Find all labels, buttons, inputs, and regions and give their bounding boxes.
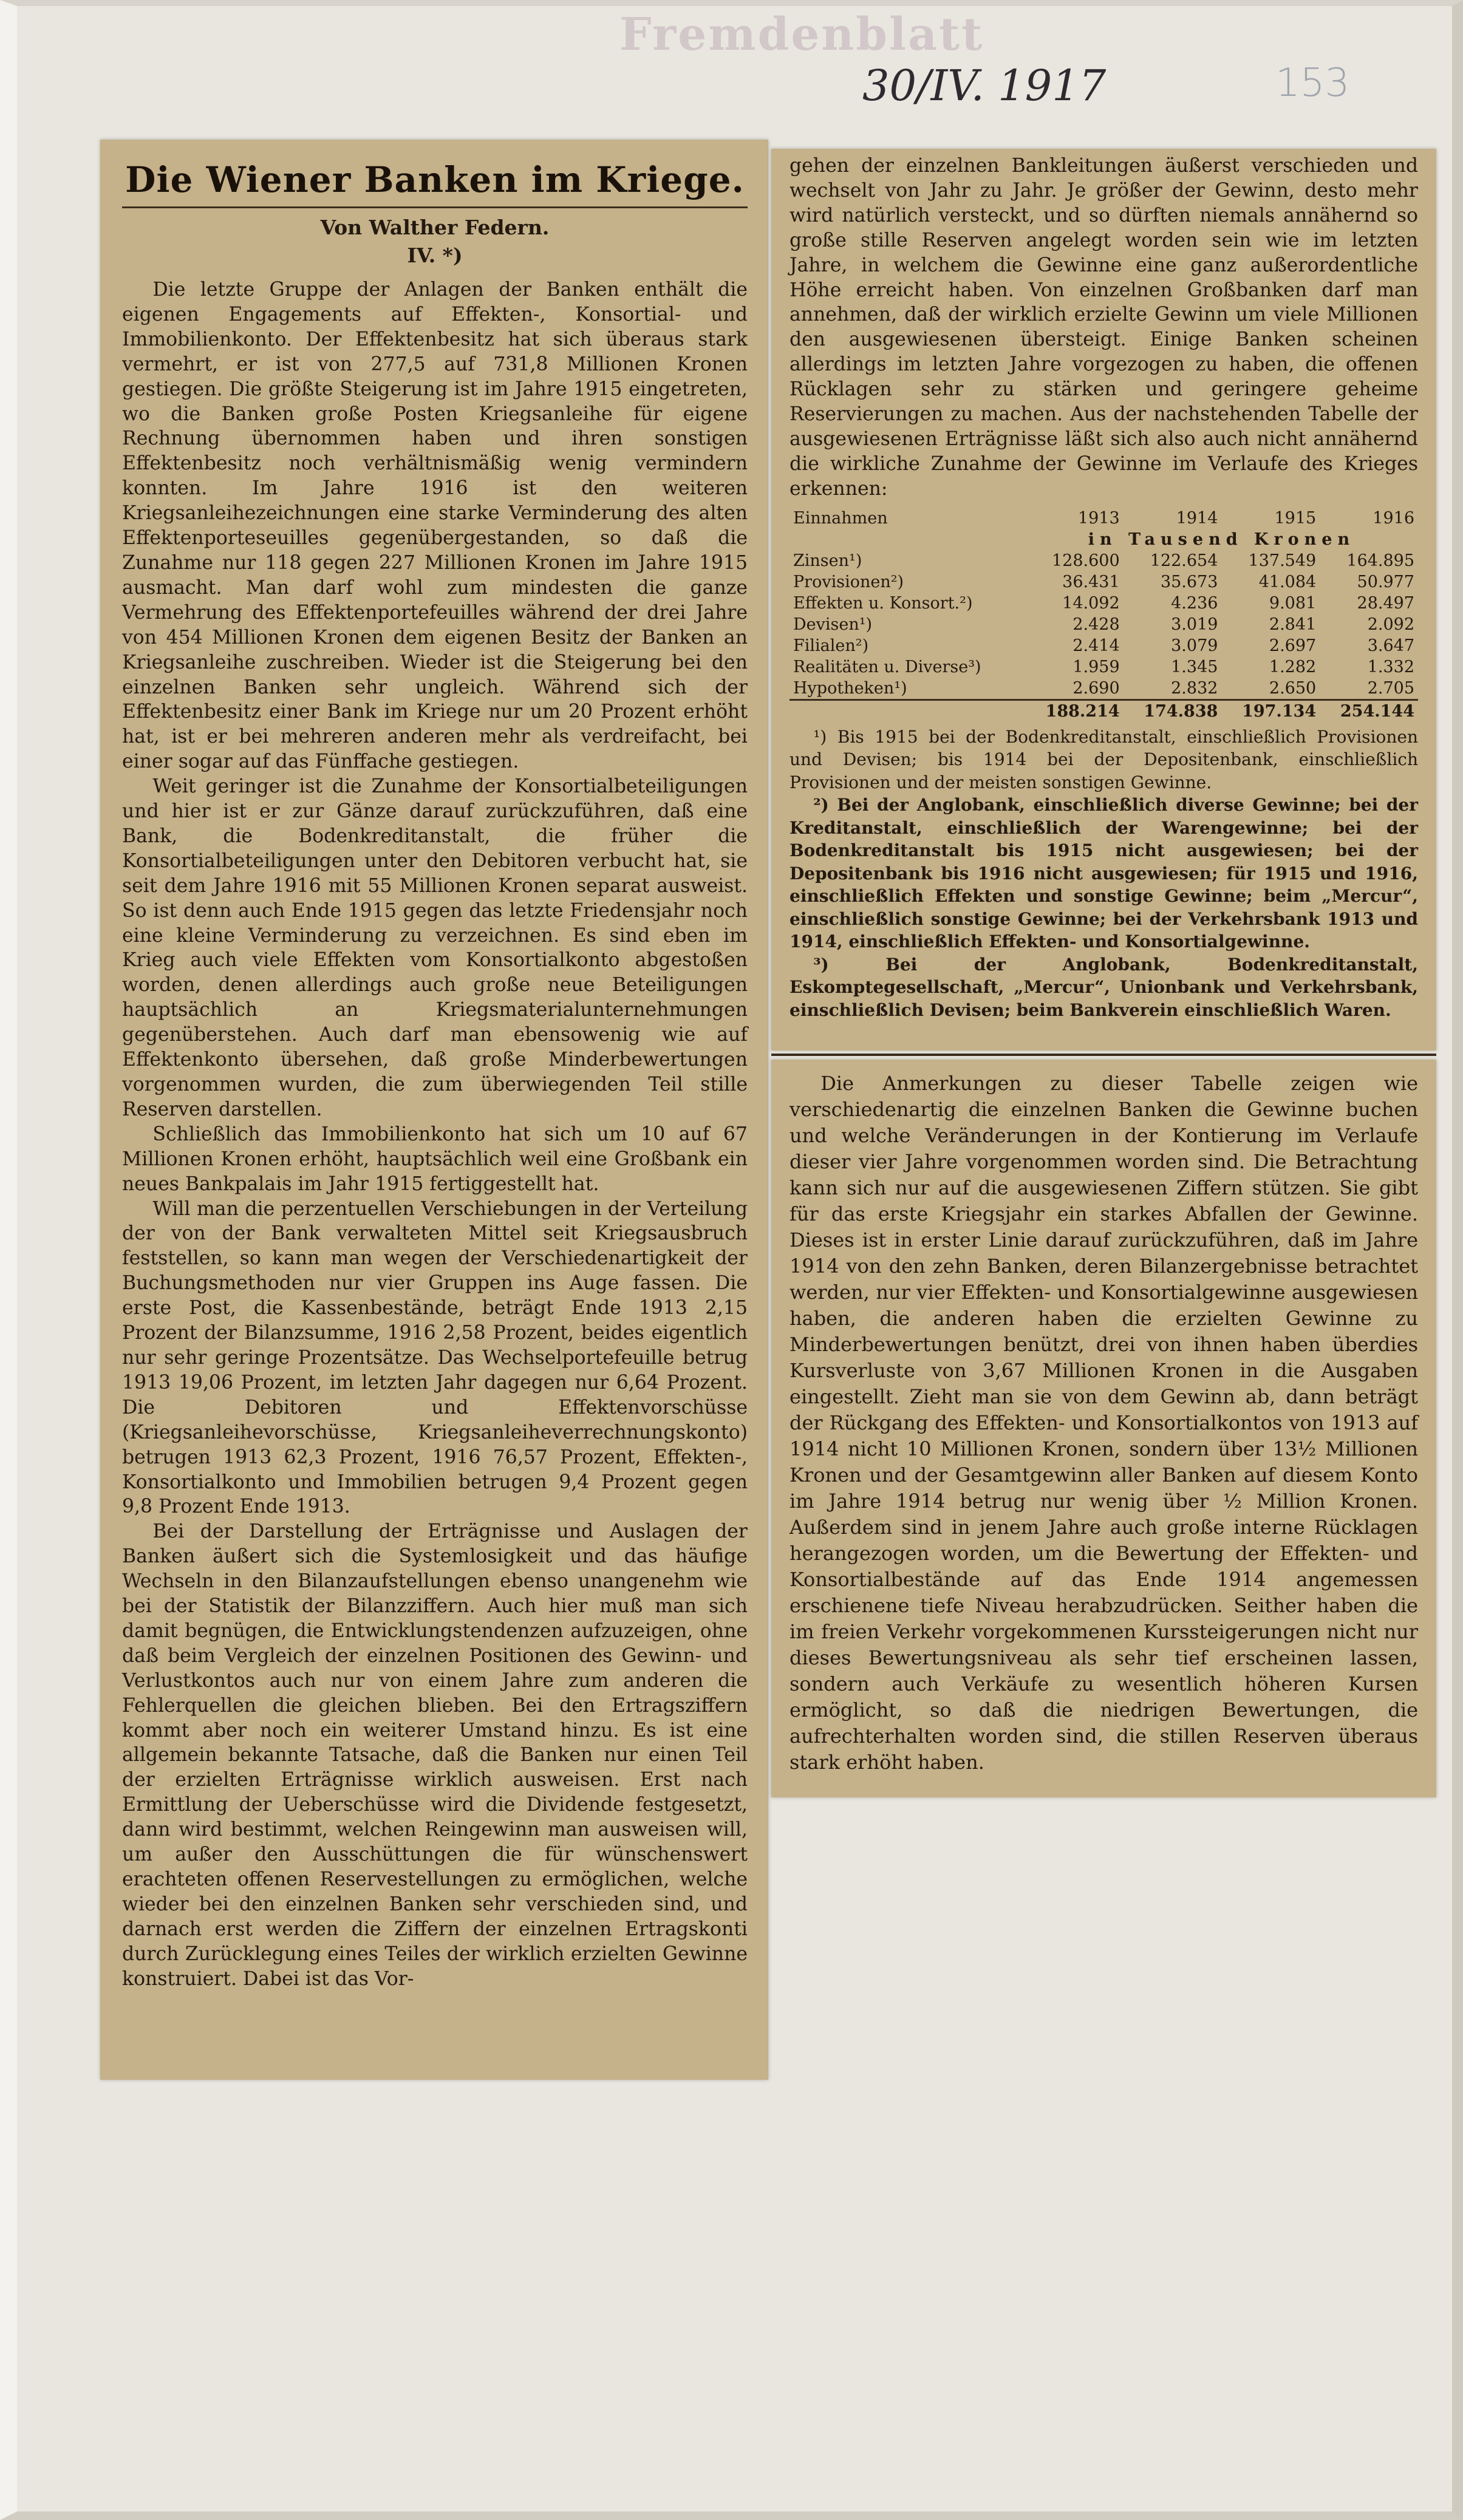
table-row-label: Effekten u. Konsort.²) (793, 593, 973, 613)
table-cell: 4.236 (1171, 593, 1218, 613)
table-header-cell: 1914 (1176, 508, 1218, 528)
table-row-label: Provisionen²) (793, 572, 904, 591)
table-cell: 28.497 (1357, 593, 1414, 613)
table-row-label: Devisen¹) (793, 615, 873, 634)
table-cell: 50.977 (1357, 572, 1414, 591)
table-total-row (789, 700, 1418, 722)
paragraph: Will man die perzentuellen Verschiebungen in der Verteilung der von der Bank verwalteten Mittel seit Kriegsausbruch feststellen, so kann man wegen der Verschiedenartigkeit der Buchungsmethoden nur vier Gruppen ins Auge fassen. Die erste Post, die Kassenbestände, beträgt Ende 1913 2,15 Prozent der Bilanzsumme, 1916 2,58 Prozent, beides eigentlich nur sehr geringe Prozentsätze. Das Wechselportefeuille betrug 1913 19,06 Prozent, im letzten Jahr dagegen nur 6,64 Prozent. Die Debitoren und Effektenvorschüsse (Kriegsanleihevorschüsse, Kriegsanleiheverrechnungskonto) betrugen 1913 62,3 Prozent, 1916 76,57 Prozent, Effekten-, Konsortialkonto und Immobilien betrugen 9,4 Prozent gegen 9,8 Prozent Ende 1913. (122, 1197, 748, 1518)
table-cell: 128.600 (1052, 551, 1120, 570)
paragraph: Bei der Darstellung der Erträgnisse und Auslagen der Banken äußert sich die Systemlosigkeit und das häufige Wechseln in den Bilanzaufstellungen ebenso unangenehm wie bei der Statistik der Bilanzziffern. Auch hier muß man sich damit begnügen, die Entwicklungstendenzen aufzuzeigen, ohne daß beim Vergleich der einzelnen Positionen des Gewinn- und Verlustkontos auch nur von einem Jahre zum anderen die Fehlerquellen die gleichen blieben. Bei den Ertragsziffern kommt aber noch ein weiterer Umstand hinzu. Es ist eine allgemein bekannte Tatsache, daß die Banken nur einen Teil der erzielten Erträgnisse wirklich ausweisen. Erst nach Ermittlung der Ueberschüsse wird die Dividende festgesetzt, dann wird bestimmt, welchen Reingewinn man ausweisen will, um außer den Ausschüttungen die für wünschenswert erachteten offenen Reservestellungen zu ermöglichen, welche wieder bei den einzelnen Banken sehr verschieden sind, und darnach erst werden die Ziffern der einzelnen Ertragskonti durch Zurücklegung eines Teiles der wirklich erzielten Gewinne konstruiert. Dabei ist das Vor- (122, 1521, 748, 1990)
table-unit-row (789, 529, 1418, 550)
paragraph: Weit geringer ist die Zunahme der Konsortialbeteiligungen und hier ist er zur Gänze darauf zurückzuführen, daß eine Bank, die Bodenkreditanstalt, die früher die Konsortialbeteiligungen unter den Debitoren verbucht hat, sie seit dem Jahre 1916 mit 55 Millionen Kronen separat ausweist. So ist denn auch Ende 1915 gegen das letzte Friedensjahr noch eine kleine Verminderung zu verzeichnen. Es sind eben im Krieg auch viele Effekten vom Konsortialkonto abgestoßen worden, denen allerdings auch große neue Beteiligungen hauptsächlich an Kriegsmaterialunternehmungen gegenüberstehen. Auch darf man ebensowenig wie auf Effektenkonto übersehen, daß große Minderbewertungen vorgenommen wurden, die zum überwiegenden Teil stille Reserven darstellen. (122, 775, 748, 1120)
table-cell: 2.690 (1073, 678, 1120, 698)
table-body (789, 550, 1418, 722)
table-cell: 1.959 (1073, 657, 1120, 676)
table-cell: 3.079 (1171, 636, 1218, 655)
table-cell: 137.549 (1248, 551, 1317, 570)
table-cell: 2.650 (1269, 678, 1317, 698)
earnings-table (789, 508, 1418, 722)
table-cell: 1.345 (1171, 657, 1218, 676)
clipping-right-bottom (771, 1060, 1436, 1797)
page-number: 153 (1275, 61, 1350, 106)
table-header-cell: Einnahmen (793, 508, 888, 528)
table-row (789, 635, 1418, 656)
table-cell: 2.697 (1269, 636, 1317, 655)
table-cell: 164.895 (1346, 551, 1414, 570)
table-cell: 2.705 (1367, 678, 1414, 698)
section-divider (771, 1054, 1436, 1056)
table-cell: 14.092 (1062, 593, 1120, 613)
table-header-cell: 1915 (1274, 508, 1317, 528)
table-cell: 2.414 (1073, 636, 1120, 655)
newspaper-stamp: Fremdenblatt (619, 9, 984, 61)
table-cell: 2.428 (1073, 615, 1120, 634)
table-cell: 9.081 (1269, 593, 1317, 613)
footnote: ¹) Bis 1915 bei der Bodenkreditanstalt, einschließlich Provisionen und Devisen; bis 1914 bei der Depositenbank, einschließlich Provisionen und der meisten sonstigen Gewinne. (789, 726, 1418, 792)
table-total-cell: 197.134 (1221, 700, 1320, 722)
table-cell: 122.654 (1150, 551, 1218, 570)
clipping-left-column (100, 140, 768, 2080)
table-cell: 2.841 (1269, 615, 1317, 634)
table-row (789, 593, 1418, 614)
paragraph: gehen der einzelnen Bankleitungen äußerst verschieden und wechselt von Jahr zu Jahr. Je größer der Gewinn, desto mehr wird natürlich versteckt, und so dürften niemals annähernd so große stille Reserven angelegt worden sein wie im letzten Jahre, in welchem die Gewinne eine ganz außerordentliche Höhe erreicht haben. Von einzelnen Großbanken darf man annehmen, daß der wirklich erzielte Gewinn um viele Millionen den ausgewiesenen übersteigt. Einige Banken scheinen allerdings im letzten Jahre vorgezogen zu haben, die offenen Rücklagen sehr zu stärken und geringere geheime Reservierungen zu machen. Aus der nachstehenden Tabelle der ausgewiesenen Erträgnisse läßt sich also auch nicht annähernd die wirkliche Zunahme der Gewinne im Verlaufe des Krieges erkennen: (789, 155, 1418, 500)
table-total-cell: 188.214 (1025, 700, 1124, 722)
table-header-row (789, 508, 1418, 529)
footnote: ²) Bei der Anglobank, einschließlich diverse Gewinne; bei der Kreditanstalt, einschließlich der Warengewinne; bei der Bodenkreditanstalt bis 1915 nicht ausgewiesen; bei der Depositenbank bis 1916 nicht ausgewiesen; für 1915 und 1916, einschließlich Effekten und sonstige Gewinne; beim „Mercur“, einschließlich sonstige Gewinne; bei der Verkehrsbank 1913 und 1914, einschließlich Effekten- und Konsortialgewinne. (789, 795, 1418, 952)
article-author: Von Walther Federn. (320, 216, 550, 239)
table-cell: 2.832 (1171, 678, 1218, 698)
paragraph: Schließlich das Immobilienkonto hat sich um 10 auf 67 Millionen Kronen erhöht, hauptsächlich weil eine Großbank ein neues Bankpalais im Jahr 1915 fertiggestellt hat. (122, 1123, 748, 1195)
table-total-cell: 174.838 (1124, 700, 1222, 722)
table-row (789, 550, 1418, 571)
table-row-label: Filialen²) (793, 636, 869, 655)
footnote: ³) Bei der Anglobank, Bodenkreditanstalt, Eskomptegesellschaft, „Mercur“, Unionbank und Verkehrsbank, einschließlich Devisen; beim Bankverein einschließlich Waren. (789, 954, 1418, 1020)
article-title: Die Wiener Banken im Kriege. (122, 157, 748, 208)
table-header-cell: 1916 (1373, 508, 1414, 528)
table-row (789, 656, 1418, 678)
table-cell: 3.647 (1367, 636, 1414, 655)
article-part: IV. *) (407, 243, 463, 267)
paragraph: Die Anmerkungen zu dieser Tabelle zeigen wie verschiedenartig die einzelnen Banken die Gewinne buchen und welche Veränderungen in der Kontierung im Verlaufe dieser vier Jahre vorgenommen worden sind. Die Betrachtung kann sich nur auf die ausgewiesenen Ziffern stützen. Sie gibt für das erste Kriegsjahr ein starkes Abfallen der Gewinne. Dieses ist in erster Linie darauf zurückzuführen, daß im Jahre 1914 von den zehn Banken, deren Bilanzergebnisse betrachtet werden, nur vier Effekten- und Konsortialgewinne ausgewiesen haben, die anderen haben die erzielten Gewinne zu Minderbewertungen benützt, drei von ihnen haben überdies Kursverluste von 3,67 Millionen Kronen in die Ausgaben eingestellt. Zieht man sie von dem Gewinn ab, dann beträgt der Rückgang des Effekten- und Konsortialkontos von 1913 auf 1914 nicht 10 Millionen Kronen, sondern über 13½ Millionen Kronen und der Gesamtgewinn aller Banken auf diesem Konto im Jahre 1914 betrug nur wenig über ½ Million Kronen. Außerdem sind in jenem Jahre auch große interne Rücklagen herangezogen worden, um die Bewertung der Effekten- und Konsortialbestände auf das Ende 1914 angemessen erschienene tiefe Niveau herabzudrücken. Seither haben die im freien Verkehr vorgekommenen Kurssteigerungen nicht nur dieses Bewertungsniveau als sehr tief erscheinen lassen, sondern auch Verkäufe zu wesentlich höheren Kursen ermöglicht, so daß die niedrigen Bewertungen, die aufrechterhalten worden sind, die stillen Reserven überaus stark erhöht haben. (789, 1072, 1418, 1774)
table-row-label: Hypotheken¹) (793, 678, 907, 698)
table-cell: 1.282 (1269, 657, 1317, 676)
table-cell: 3.019 (1171, 615, 1218, 634)
table-cell: 1.332 (1367, 657, 1414, 676)
table-unit-label: in Tausend Kronen (1088, 530, 1356, 549)
table-cell: 35.673 (1160, 572, 1218, 591)
table-row (789, 678, 1418, 700)
table-header-cell: 1913 (1077, 508, 1120, 528)
table-row-label: Realitäten u. Diverse³) (793, 657, 981, 676)
clipping-right-top (771, 149, 1436, 1051)
table-cell: 2.092 (1367, 615, 1414, 634)
table-row (789, 571, 1418, 593)
table-cell: 41.084 (1258, 572, 1317, 591)
table-total-cell: 254.144 (1320, 700, 1418, 722)
table-row (789, 614, 1418, 635)
table-cell: 36.431 (1062, 572, 1120, 591)
handwritten-date: 30/IV. 1917 (862, 61, 1107, 111)
paragraph: Die letzte Gruppe der Anlagen der Banken enthält die eigenen Engagements auf Effekten-, Konsortial- und Immobilienkonto. Der Effektenbesitz hat sich überaus stark vermehrt, er ist von 277,5 auf 731,8 Millionen Kronen gestiegen. Die größte Steigerung ist im Jahre 1915 eingetreten, wo die Banken große Posten Kriegsanleihe für eigene Rechnung übernommen haben und ihren sonstigen Effektenbesitz noch verhältnismäßig wenig vermindern konnten. Im Jahre 1916 ist den weiteren Kriegsanleihezeichnungen eine starke Verminderung des alten Effektenporteseuilles gegenübergestanden, so daß die Zunahme nur 118 gegen 227 Millionen Kronen im Jahre 1915 ausmacht. Man darf wohl zum mindesten die ganze Vermehrung des Effektenportefeuilles während der drei Jahre von 454 Millionen Kronen dem eigenen Besitz der Banken an Kriegsanleihe zuschreiben. Wieder ist die Steigerung bei den einzelnen Banken sehr ungleich. Während sich der Effektenbesitz einer Bank im Kriege nur um 20 Prozent erhöht hat, ist er bei mehreren anderen mehr als verdreifacht, bei einer sogar auf das Fünffache gestiegen. (122, 279, 748, 773)
table-row-label: Zinsen¹) (793, 551, 862, 570)
